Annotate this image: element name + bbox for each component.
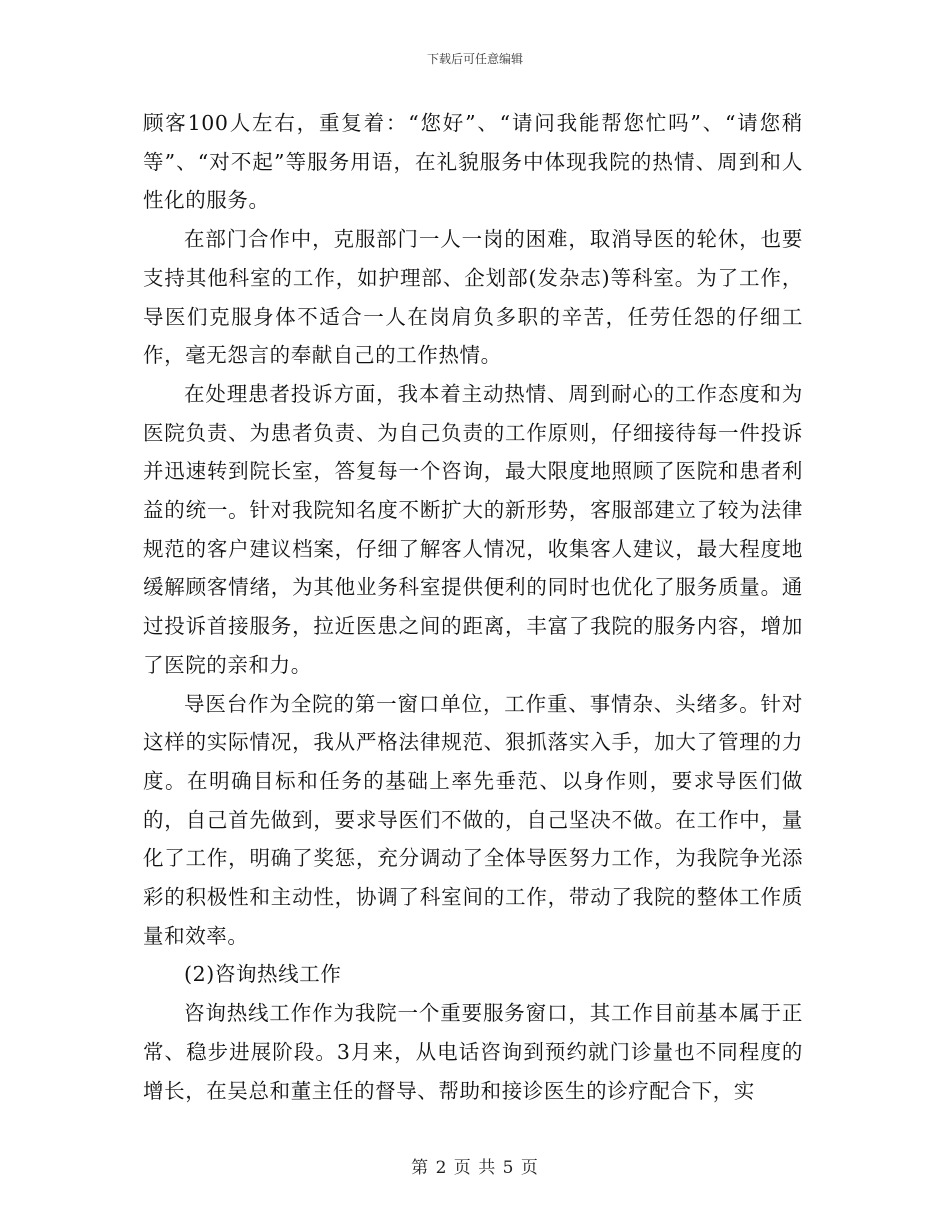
page-footer: 第 2 页 共 5 页	[411, 1158, 539, 1178]
paragraph-hotline-work: 咨询热线工作作为我院一个重要服务窗口，其工作目前基本属于正常、稳步进展阶段。3月来，从电话咨询到预约就门诊量也不同程度的增长，在吴总和董主任的督导、帮助和接诊医生的诊疗配合下，实	[143, 1001, 803, 1103]
paragraph-complaint-handling: 在处理患者投诉方面，我本着主动热情、周到耐心的工作态度和为医院负责、为患者负责、为自己负责的工作原则，仔细接待每一件投诉并迅速转到院长室，答复每一个咨询，最大限度地照顾了医院和患者利益的统一。针对我院知名度不断扩大的新形势，客服部建立了较为法律规范的客户建议档案，仔细了解客人情况，收集客人建议，最大程度地缓解顾客情绪，为其他业务科室提供便利的同时也优化了服务质量。通过投诉首接服务，拉近医患之间的距离，丰富了我院的服务内容，增加了医院的亲和力。	[143, 381, 803, 677]
paragraph-continuation: 顾客100人左右，重复着：“您好”、“请问我能帮您忙吗”、“请您稍等”、“对不起”等服务用语，在礼貌服务中体现我院的热情、周到和人性化的服务。	[143, 111, 803, 213]
paragraph-department-cooperation: 在部门合作中，克服部门一人一岗的困难，取消导医的轮休，也要支持其他科室的工作，如护理部、企划部(发杂志)等科室。为了工作，导医们克服身体不适合一人在岗肩负多职的辛苦，任劳任怨的仔细工作，毫无怨言的奉献自己的工作热情。	[143, 227, 803, 368]
section-heading-hotline: (2)咨询热线工作	[184, 962, 342, 987]
paragraph-guide-desk: 导医台作为全院的第一窗口单位，工作重、事情杂、头绪多。针对这样的实际情况，我从严格法律规范、狠抓落实入手，加大了管理的力度。在明确目标和任务的基础上率先垂范、以身作则，要求导医们做的，自己首先做到，要求导医们不做的，自己坚决不做。在工作中，量化了工作，明确了奖惩，充分调动了全体导医努力工作，为我院争光添彩的积极性和主动性，协调了科室间的工作，带动了我院的整体工作质量和效率。	[143, 691, 803, 948]
document-body	[143, 104, 803, 1110]
page-header: 下载后可任意编辑	[426, 52, 523, 66]
